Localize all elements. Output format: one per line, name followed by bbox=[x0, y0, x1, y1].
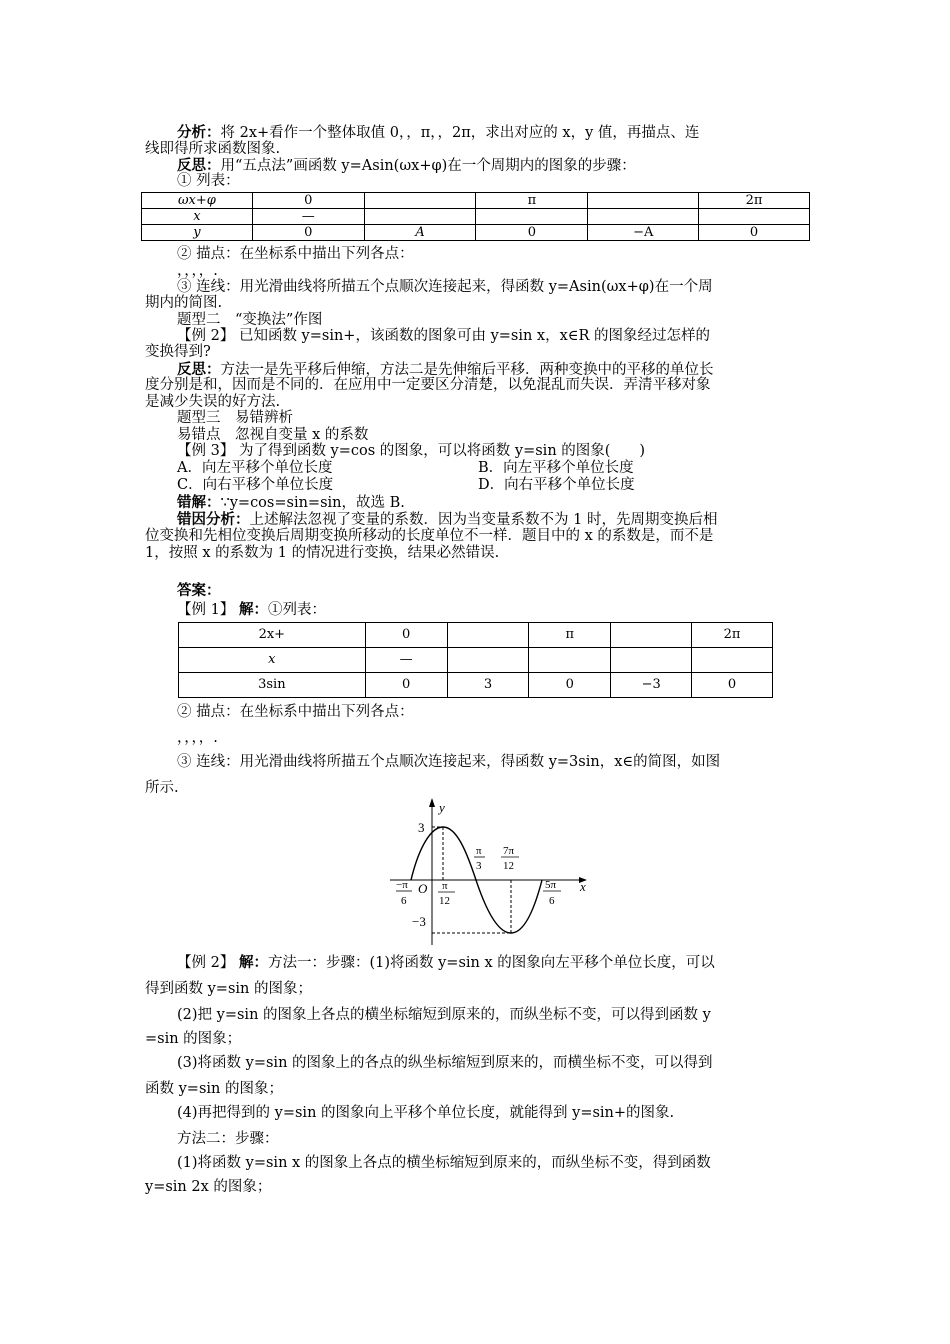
example-2-question: 【例 2】 已知函数 y=sin+，该函数的图象可由 y=sin x，x∈R 的图象经过怎样的 bbox=[177, 328, 711, 344]
table-cell: — bbox=[252, 209, 364, 225]
table-cell: π bbox=[476, 193, 588, 209]
y-tick-label: 3 bbox=[418, 820, 425, 835]
table-cell: 2π bbox=[692, 623, 773, 648]
table-row bbox=[179, 623, 773, 648]
example-tag: 【例 1】 bbox=[177, 602, 235, 618]
table-cell: 0 bbox=[252, 225, 364, 241]
text-line: (2)把 y=sin 的图象上各点的横坐标缩短到原来的，而纵坐标不变，可以得到函数 y bbox=[177, 1007, 711, 1023]
solution-text: 方法一：步骤：(1)将函数 y=sin x 的图象向左平移个单位长度，可以 bbox=[267, 955, 715, 971]
table-cell bbox=[692, 648, 773, 673]
text-line: ② 描点：在坐标系中描出下列各点： bbox=[177, 704, 414, 720]
table-cell: 0 bbox=[252, 193, 364, 209]
table-cell bbox=[588, 193, 699, 209]
x-tick-label: −π bbox=[396, 879, 408, 891]
table-cell: 0 bbox=[476, 225, 588, 241]
section-heading: 题型二 “变换法”作图 bbox=[177, 312, 323, 328]
text-line: ，，，，. bbox=[177, 263, 218, 279]
option-b: B．向左平移个单位长度 bbox=[478, 460, 634, 476]
example-3-question: 【例 3】 为了得到函数 y=cos 的图象，可以将函数 y=sin 的图象( ) bbox=[177, 443, 646, 459]
y-tick-label: −3 bbox=[412, 914, 426, 929]
table-cell bbox=[447, 623, 529, 648]
x-tick-label: 5π bbox=[545, 879, 557, 891]
table-cell: 0 bbox=[699, 225, 810, 241]
table-row bbox=[179, 673, 773, 698]
reflection-label: 反思： bbox=[177, 157, 221, 174]
analysis-label: 分析： bbox=[177, 124, 221, 141]
x-tick-label: 12 bbox=[439, 895, 450, 907]
reflection-text: 用“五点法”画函数 y=Asin(ωx+φ)在一个周期内的图象的步骤： bbox=[220, 158, 636, 174]
text-line: 所示. bbox=[145, 780, 179, 796]
text-line: (4)再把得到的 y=sin 的图象向上平移个单位长度，就能得到 y=sin+的图象. bbox=[177, 1105, 675, 1121]
table-cell bbox=[364, 209, 476, 225]
example-1-answer bbox=[177, 601, 326, 619]
text-line: (3)将函数 y=sin 的图象上的各点的纵坐标缩短到原来的，而横坐标不变，可以得到 bbox=[177, 1055, 713, 1071]
section-heading: 题型三 易错辨析 bbox=[177, 410, 293, 426]
text-line: ③ 连线：用光滑曲线将所描五个点顺次连接起来，得函数 y=3sin，x∈的简图，如图 bbox=[177, 754, 721, 770]
solution-text: ①列表： bbox=[267, 602, 326, 618]
example-tag: 【例 2】 bbox=[177, 955, 235, 971]
table-cell: x bbox=[179, 648, 366, 673]
table-cell: 0 bbox=[365, 623, 447, 648]
x-tick-label: π bbox=[476, 845, 482, 857]
option-c: C．向右平移个单位长度 bbox=[177, 477, 334, 493]
wrong-solution bbox=[177, 494, 405, 512]
text-line: 度分别是和，因而是不同的．在应用中一定要区分清楚，以免混乱而失误．弄清平移对象 bbox=[145, 377, 711, 393]
text-line: (1)将函数 y=sin x 的图象上各点的横坐标缩短到原来的，而纵坐标不变，得到函数 bbox=[177, 1155, 711, 1171]
table-cell: 0 bbox=[692, 673, 773, 698]
table-cell: 2π bbox=[699, 193, 810, 209]
table-row bbox=[142, 209, 810, 225]
table-cell: A bbox=[364, 225, 476, 241]
solution-label: 解： bbox=[238, 601, 268, 618]
text-line: 得到函数 y=sin 的图象； bbox=[145, 981, 312, 997]
table-cell: π bbox=[529, 623, 611, 648]
table-cell bbox=[364, 193, 476, 209]
x-tick-label: π bbox=[442, 880, 448, 892]
text-line: y=sin 2x 的图象； bbox=[145, 1179, 272, 1195]
x-tick-label: 7π bbox=[503, 845, 515, 857]
table-cell: y bbox=[142, 225, 253, 241]
table-cell bbox=[476, 209, 588, 225]
table-cell: 0 bbox=[365, 673, 447, 698]
table-cell: 0 bbox=[529, 673, 611, 698]
text-line: 1，按照 x 的系数为 1 的情况进行变换，结果必然错误. bbox=[145, 545, 500, 561]
table-cell: x bbox=[142, 209, 253, 225]
table-row bbox=[179, 648, 773, 673]
table-cell bbox=[447, 648, 529, 673]
y-axis-label: y bbox=[439, 800, 445, 815]
wrong-text: ∵y=cos=sin=sin，故选 B. bbox=[220, 495, 405, 511]
text-line: 期内的简图. bbox=[145, 295, 223, 311]
origin-label: O bbox=[418, 881, 428, 896]
table-cell bbox=[588, 209, 699, 225]
error-text: 上述解法忽视了变量的系数．因为当变量系数不为 1 时，先周期变换后相 bbox=[249, 512, 718, 528]
solution-label: 解： bbox=[238, 954, 268, 971]
text-line: 函数 y=sin 的图象； bbox=[145, 1081, 283, 1097]
table-cell: −3 bbox=[611, 673, 692, 698]
option-a: A．向左平移个单位长度 bbox=[177, 460, 333, 476]
error-analysis bbox=[177, 511, 717, 529]
x-tick-label: 12 bbox=[503, 860, 514, 872]
analysis-text: 将 2x+看作一个整体取值 0，，π，，2π，求出对应的 x，y 值，再描点、连 bbox=[220, 125, 700, 141]
step-list-table: ① 列表： bbox=[177, 173, 240, 189]
sine-graph bbox=[385, 795, 595, 950]
reflection-text: 方法一是先平移后伸缩，方法二是先伸缩后平移．两种变换中的平移的单位长 bbox=[220, 362, 714, 378]
text-line: ② 描点：在坐标系中描出下列各点： bbox=[177, 246, 414, 262]
table-row bbox=[142, 225, 810, 241]
text-line: 方法二：步骤： bbox=[177, 1131, 279, 1147]
table-cell bbox=[529, 648, 611, 673]
table-row bbox=[142, 193, 810, 209]
table-cell: −A bbox=[588, 225, 699, 241]
error-label: 错因分析： bbox=[177, 511, 250, 528]
example-2-answer bbox=[177, 950, 715, 976]
wrong-label: 错解： bbox=[177, 494, 221, 511]
analysis-line bbox=[177, 124, 699, 142]
table-cell: — bbox=[365, 648, 447, 673]
table-cell: 3 bbox=[447, 673, 529, 698]
analysis-line-2: 线即得所求函数图象. bbox=[145, 141, 281, 157]
option-d: D．向右平移个单位长度 bbox=[478, 477, 635, 493]
text-line: ③ 连线：用光滑曲线将所描五个点顺次连接起来，得函数 y=Asin(ωx+φ)在一个周 bbox=[177, 279, 713, 295]
answers-title: 答案： bbox=[177, 582, 221, 599]
table-cell bbox=[611, 623, 692, 648]
table-cell: ωx+φ bbox=[142, 193, 253, 209]
text-line: 位变换和先相位变换后周期变换所移动的长度单位不一样．题目中的 x 的系数是，而不是 bbox=[145, 528, 714, 544]
reflection-label: 反思： bbox=[177, 361, 221, 378]
text-line: ，，，，. bbox=[177, 730, 218, 746]
reflection-line bbox=[177, 157, 636, 175]
text-line: 易错点 忽视自变量 x 的系数 bbox=[177, 427, 369, 443]
table-cell bbox=[611, 648, 692, 673]
answer-table bbox=[178, 622, 773, 698]
x-tick-label: 3 bbox=[476, 860, 482, 872]
five-point-table bbox=[141, 192, 810, 241]
table-cell bbox=[699, 209, 810, 225]
x-axis-label: x bbox=[580, 879, 586, 894]
x-tick-label: 6 bbox=[401, 895, 407, 907]
text-line: 变换得到? bbox=[145, 344, 211, 360]
table-cell: 3sin bbox=[179, 673, 366, 698]
x-tick-label: 6 bbox=[549, 895, 555, 907]
text-line: =sin 的图象； bbox=[145, 1031, 242, 1047]
y-axis-arrow-icon bbox=[429, 798, 435, 807]
text-line: 是减少失误的好方法. bbox=[145, 394, 281, 410]
table-cell: 2x+ bbox=[179, 623, 366, 648]
